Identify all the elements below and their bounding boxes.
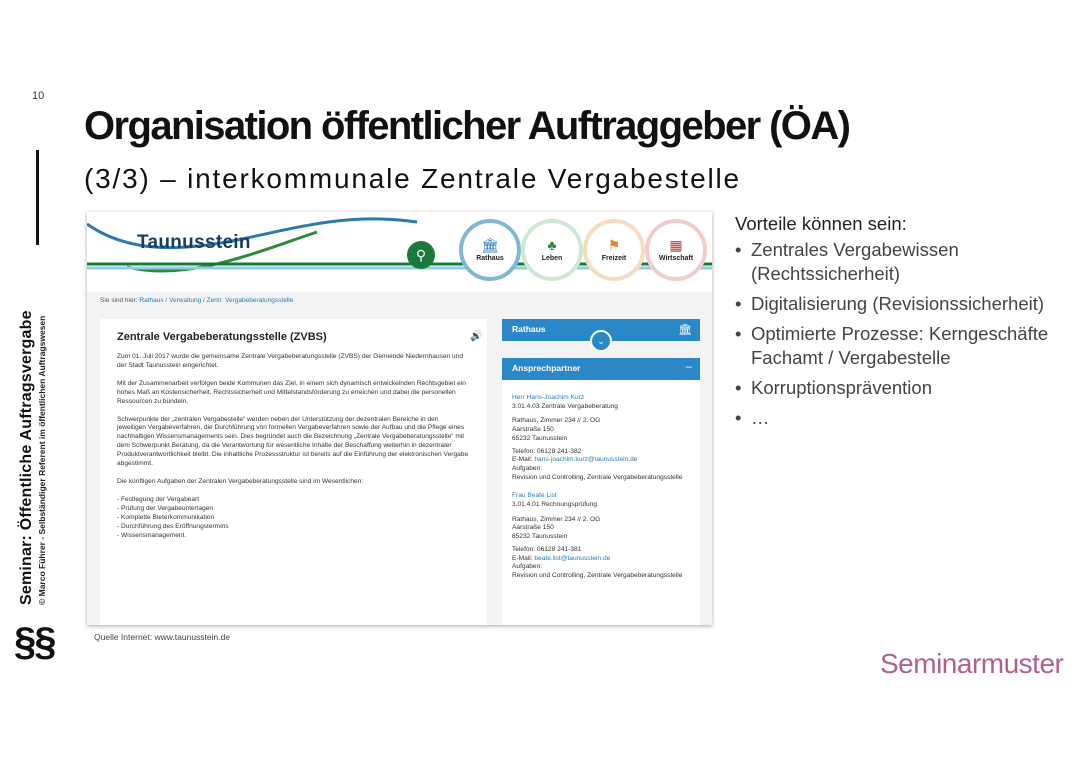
contact-card — [512, 394, 695, 482]
contacts-box-header[interactable] — [502, 358, 700, 380]
task-item: - Wissensmanagement. — [117, 531, 187, 539]
content-body — [117, 353, 469, 540]
contact-tasks-label: Aufgaben: — [512, 464, 543, 472]
contacts-panel — [502, 380, 700, 625]
page-number: 10 — [32, 90, 45, 102]
slide-subtitle: (3/3) – interkommunale Zentrale Vergabestelle — [84, 163, 741, 194]
contact-email-row — [512, 555, 695, 564]
paragraph: Die künftigen Aufgaben der Zentralen Vergabeberatungsstelle sind im Wesentlichen: — [117, 477, 364, 485]
collapse-icon[interactable]: – — [685, 361, 692, 373]
source-note: Quelle Internet: www.taunusstein.de — [94, 632, 231, 642]
contact-unit: 3.01.4.01 Rechnungsprüfung — [512, 501, 598, 509]
contact-city: 65232 Taunusstein — [512, 434, 568, 442]
task-item: - Festlegung der Vergabeart — [117, 495, 200, 503]
content-panel — [100, 319, 487, 625]
nav-item-freizeit[interactable] — [583, 219, 645, 281]
advantages-list — [735, 212, 1075, 436]
brand-logo: Seminarmuster — [880, 648, 1064, 679]
breadcrumb — [100, 297, 293, 304]
task-item: - Durchführung des Eröffnungstermins — [117, 522, 229, 530]
nav-item-leben[interactable] — [521, 219, 583, 281]
advantages-intro: Vorteile können sein: — [735, 213, 907, 234]
town-hall-icon: 🏛 — [678, 324, 692, 336]
paragraph: Mit der Zusammenarbeit verfolgen beide Kommunen das Ziel, in einem sich dynamisch entwickelnden Rechtsgebiet ein hohes Maß an Kostensicherheit, Rechtssicherheit und Mittelstandsförderung zu erreichen und dabei die personellen Ressourcen zu bündeln. — [117, 379, 466, 405]
email-label: E-Mail: — [512, 456, 535, 464]
nav-label: Rathaus — [476, 255, 504, 262]
site-header — [87, 212, 712, 292]
contact-card — [512, 492, 695, 580]
task-item: - Komplette Bieterkommunikation — [117, 513, 215, 521]
contacts-list — [512, 394, 695, 581]
advantage-item: • … — [735, 406, 1075, 430]
contact-tasks: Revision und Controlling, Zentrale Vergabeberatungsstelle — [512, 473, 683, 481]
contact-phone: Telefon: 06128 241-381 — [512, 545, 582, 553]
contact-room: Rathaus, Zimmer 234 // 2. OG — [512, 515, 601, 523]
contact-tasks: Revision und Controlling, Zentrale Vergabeberatungsstelle — [512, 571, 683, 579]
advantage-item: • Zentrales Vergabewissen (Rechtssicherheit) — [735, 238, 1075, 286]
email-label: E-Mail: — [512, 554, 535, 562]
contact-phone: Telefon: 06128 241-382 — [512, 447, 582, 455]
contacts-box-title: Ansprechpartner — [512, 363, 581, 373]
seminar-title: Seminar: Öffentliche Auftragsvergabe — [18, 310, 35, 605]
contact-email[interactable]: beate.list@taunusstein.de — [534, 554, 611, 562]
search-icon[interactable]: ⚲ — [407, 241, 435, 269]
sidebar-label — [18, 5, 78, 605]
site-logo[interactable]: Taunusstein — [137, 232, 251, 253]
contact-street: Aarstraße 150 — [512, 524, 554, 532]
contact-name[interactable]: Frau Beate List — [512, 492, 557, 500]
content-heading: Zentrale Vergabeberatungsstelle (ZVBS) — [117, 331, 327, 343]
copyright-line: © Marco Führer - Selbständiger Referent im öffentlichen Auftragswesen — [37, 315, 47, 605]
breadcrumb-path[interactable]: Rathaus / Verwaltung / Zentr. Vergabeberatungsstelle — [139, 297, 294, 304]
rathaus-box-title: Rathaus — [512, 324, 546, 334]
contact-tasks-label: Aufgaben: — [512, 563, 543, 571]
contact-email-row — [512, 456, 695, 465]
nav-rathaus-icon: 🏛 — [481, 237, 499, 253]
contact-email[interactable]: hans-joachim.kurz@taunusstein.de — [534, 456, 638, 464]
nav-label: Leben — [541, 255, 563, 262]
nav-wirtschaft-icon: ▦ — [669, 237, 683, 253]
breadcrumb-prefix: Sie sind hier: — [100, 297, 138, 304]
nav-item-rathaus[interactable] — [459, 219, 521, 281]
task-list — [117, 496, 469, 541]
slide-title: Organisation öffentlicher Auftraggeber (ÖA) — [84, 104, 850, 148]
task-item: - Prüfung der Vergabeunterlagen — [117, 504, 214, 512]
nav-freizeit-icon: ⚑ — [607, 237, 621, 253]
contact-unit: 3.01.4.03 Zentrale Vergabeberatung — [512, 402, 618, 410]
contact-name[interactable]: Herr Hans-Joachim Kurz — [512, 394, 585, 401]
contact-room: Rathaus, Zimmer 234 // 2. OG — [512, 417, 601, 425]
advantage-item: • Korruptionsprävention — [735, 376, 1075, 400]
paragraph-symbol: §§ — [14, 620, 55, 664]
nav-item-wirtschaft[interactable] — [645, 219, 707, 281]
paragraph: Schwerpunkte der „zentralen Vergabestelle“ werden neben der Unterstützung der dezentralen Bereiche in den jeweiligen Vergabeverfahren, die Durchführung von formellen Vergabeverfahren sowie der Aufbau und die Pflege eines nachhaltigen Wissensmanagements sein. Dies begründet auch die Bezeichnung „Zentrale Vergabeberatungsstelle“ mit dem Schwerpunkt Beratung, da die Verantwortung für wesentliche Inhalte der Beschaffung weiterhin in dezentraler Produktverantwortlichkeit bleibt. Die inhaltliche Prozessstruktur ist bereits auf die Einführung der elektronischen Vergabe abgestimmt. — [117, 415, 469, 468]
website-screenshot — [87, 212, 712, 625]
advantage-item: • Digitalisierung (Revisionssicherheit) — [735, 292, 1075, 316]
nav-leben-icon: ♣ — [547, 237, 557, 253]
advantage-item: • Optimierte Prozesse: Kerngeschäfte Fachamt / Vergabestelle — [735, 322, 1075, 370]
nav-label: Freizeit — [601, 255, 627, 262]
nav-label: Wirtschaft — [658, 255, 694, 262]
contact-street: Aarstraße 150 — [512, 426, 554, 434]
paragraph: Zum 01. Juli 2017 wurde die gemeinsame Zentrale Vergabeberatungsstelle (ZVBS) der Gemeinde Niedernhausen und der Stadt Taunusstein eingerichtet. — [117, 353, 464, 369]
chevron-down-icon[interactable]: ⌄ — [590, 330, 612, 352]
speaker-icon[interactable]: 🔊 — [470, 331, 483, 342]
contact-city: 65232 Taunusstein — [512, 533, 568, 541]
